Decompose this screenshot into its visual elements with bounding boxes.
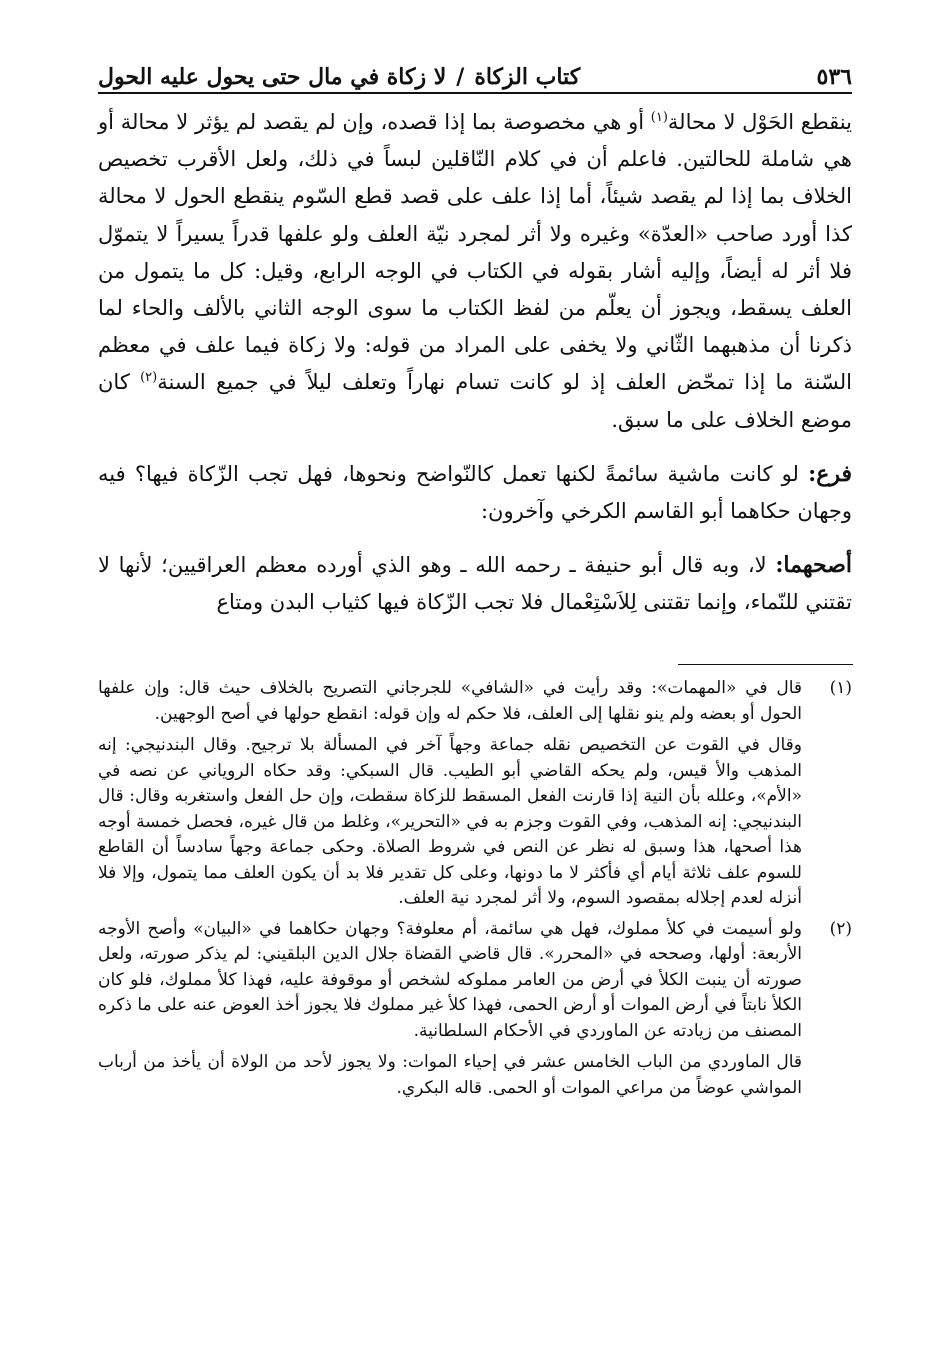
footnote-1-paragraph: وقال في القوت عن التخصيص نقله جماعة وجهاً آخر في المسألة بلا ترجيح. وقال البندنيجي: إنه المذهب والأ قيس، ولم يحكه القاضي أبو الطيب. قال السبكي: وقد حكاه الروياني عن نصه في «الأم»، وعلله بأن النية إذا قارنت الفعل المسقط للزكاة سقطت، وإن حل الفعل واستغربه وقال: قال البندنيجي: إنه المذهب، وفي القوت وجزم به في «التحرير»، وغلط من قال غيره، فحصل خمسة أوجه هذا أصحها، هذا وسبق له نظر عن النص في شروط الصلاة. وحكى جماعة وجهاً سادساً أن القاطع للسوم علف ثلاثة أيام أي فأكثر لا ما دونها، وعلى كل تقدير فلا بد أن يكون العلف مما يتمول، وإلا فلا أنزله لعدم إجلاله بمقصود السوم، ولا أثر لمجرد نية العلف. bbox=[98, 735, 802, 908]
footnote-2 bbox=[98, 917, 852, 1102]
paragraph-3-lead: أصحهما: bbox=[775, 552, 852, 579]
main-text bbox=[98, 104, 852, 622]
footnote-2-body bbox=[98, 917, 802, 1102]
paragraph-1-text-b: أو هي مخصوصة بما إذا قصده، وإن لم يقصد لم يؤثر لا محالة أو هي شاملة للحالتين. فاعلم أن في كلام النّاقلين لبساً في ذلك، ولعل الأقرب تخصيص الخلاف بما إذا لم يقصد شيئاً، أما إذا علف على قصد قطع السّوم ينقطع الحول لا محالة كذا أورد صاحب «العدّة» وغيره ولا أثر لمجرد نيّة العلف ولو علفها قدراً يسيراً لا يتموّل فلا أثر له أيضاً، وإليه أشار بقوله في الكتاب في الوجه الرابع، وقيل: كل ما يتمول من العلف يسقط، ويجوز أن يعلّم من لفظ الكتاب ما سوى الوجه الثاني بالألف والحاء لما ذكرنا أن مذهبهما الثّاني ولا يخفى على المراد من قوله: ولا زكاة فيما علف في معظم السّنة ما إذا تمحّض العلف إذ لو كانت تسام نهاراً وتعلف ليلاً في جميع السنة bbox=[98, 110, 852, 395]
footnote-1-paragraph: قال في «المهمات»: وقد رأيت في «الشافي» للجرجاني التصريح بالخلاف حيث قال: وإن علفها الحول أو بعضه ولم ينو نقلها إلى العلف، فلا حكم له وإن قوله: انقطع حولها في أصح الوجهين. bbox=[98, 678, 802, 724]
paragraph-1 bbox=[98, 104, 852, 439]
footnote-1-number: (١) bbox=[829, 678, 852, 698]
footnote-separator bbox=[678, 664, 853, 665]
paragraph-1-text-a: ينقطع الحَوْل لا محالة bbox=[667, 110, 852, 134]
running-header bbox=[98, 50, 852, 90]
paragraph-2 bbox=[98, 456, 852, 530]
header-separator: / bbox=[456, 64, 465, 90]
footnote-ref-2[interactable]: (٢) bbox=[140, 370, 158, 386]
footnote-2-number: (٢) bbox=[829, 918, 852, 939]
paragraph-3-text: لا، وبه قال أبو حنيفة ـ رحمه الله ـ وهو الذي أورده معظم العراقيين؛ لأنها لا تقتني للنّماء، وإنما تقتنى لِلاَسْتِعْمال فلا تجب الزّكاة فيها كثياب البدن ومتاع bbox=[98, 553, 852, 615]
footnote-1-body bbox=[98, 676, 802, 912]
footnote-ref-1[interactable]: (١) bbox=[650, 110, 668, 125]
footnote-2-paragraph: قال الماوردي من الباب الخامس عشر في إحياء الموات: ولا يجوز لأحد من الولاة أن يأخذ من أرباب المواشي عوضاً من مراعي الموات أو الحمى. قاله البكري. bbox=[98, 1052, 802, 1098]
footnote-1 bbox=[98, 676, 852, 912]
paragraph-2-lead: فرع: bbox=[808, 460, 852, 487]
page-number: ٥٣٦ bbox=[816, 64, 852, 90]
header-rule bbox=[98, 92, 852, 94]
footnote-2-paragraph: ولو أسيمت في كلأ مملوك، فهل هي سائمة، أم معلوفة؟ وجهان حكاهما في «البيان» وأصح الأوجه الأربعة: أولها، وصححه في «المحرر». قال قاضي القضاة جلال الدين البلقيني: لم يذكر صورته، ولعل صورته أن ينبت الكلأ في أرض من العامر مملوكه لشخص أو موقوفة عليه، فهذا كلأ مملوك، فلو كان الكلأ نابتاً في أرض الموات أو أرض الحمى، فهذا كلأ غير مملوك فلا يجوز أخذ العوض عنه على ما ذكره المصنف من زيادته عن الماوردي في الأحكام السلطانية. bbox=[98, 918, 802, 1041]
header-title bbox=[98, 64, 580, 90]
footnotes bbox=[98, 676, 852, 1101]
paragraph-3 bbox=[98, 547, 852, 621]
paragraph-2-text: لو كانت ماشية سائمةً لكنها تعمل كالنّواضح ونحوها، فهل تجب الزّكاة فيها؟ فيه وجهان حكاهما أبو القاسم الكرخي وآخرون: bbox=[98, 461, 852, 524]
book-title: كتاب الزكاة bbox=[474, 64, 581, 90]
chapter-title: لا زكاة في مال حتى يحول عليه الحول bbox=[98, 64, 447, 90]
paragraph-1-text-c: كان موضع الخلاف على ما سبق. bbox=[98, 370, 852, 432]
